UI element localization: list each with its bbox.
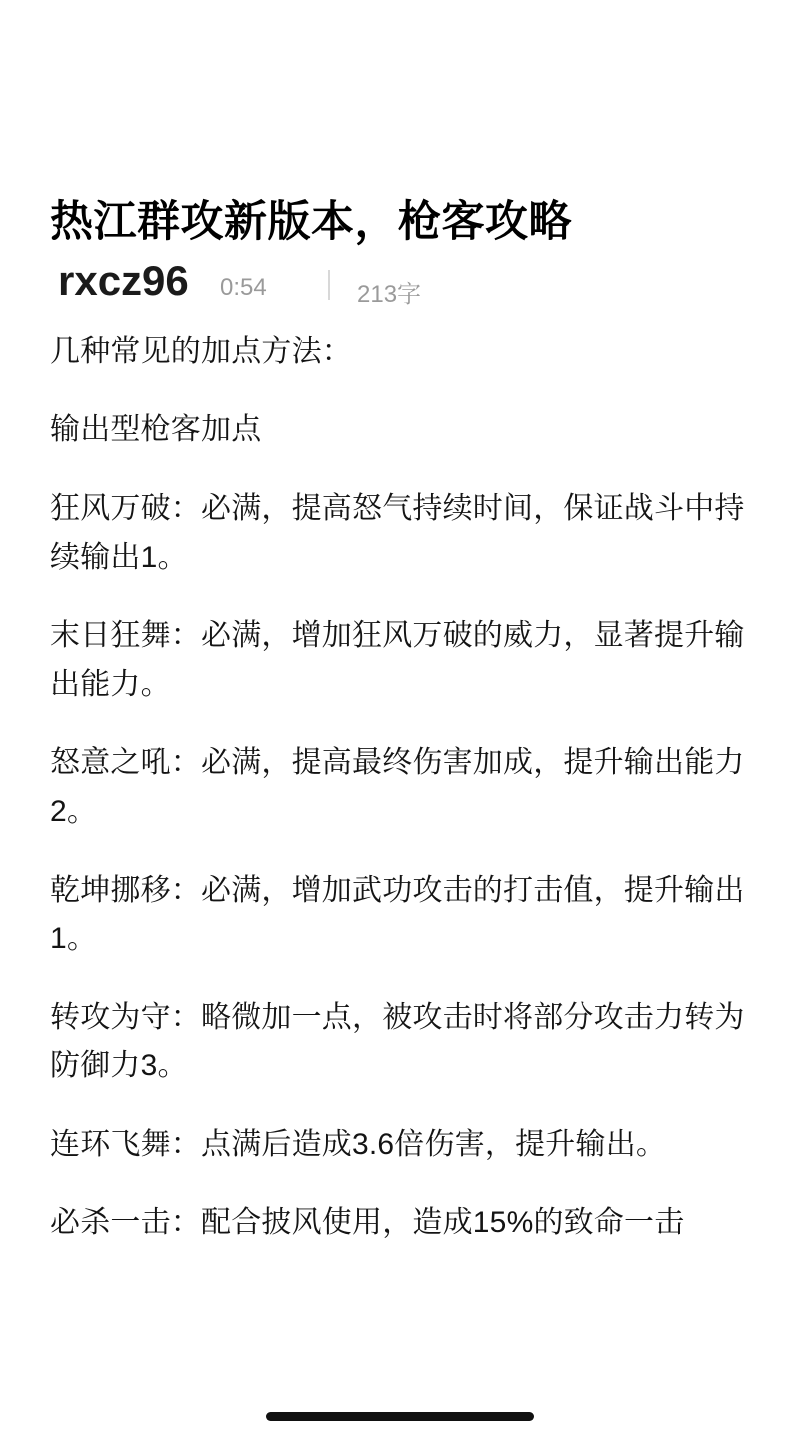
author-name: rxcz96 [58, 256, 193, 306]
article-content [50, 196, 760, 1278]
article-paragraph: 输出型枪客加点 [50, 413, 262, 447]
page-title: 热江群攻新版本，枪客攻略 [50, 198, 572, 246]
home-indicator[interactable] [266, 1412, 534, 1421]
article-paragraph: 连环飞舞：点满后造成3.6倍伤害，提升输出。 [50, 1127, 667, 1161]
article-paragraph: 几种常见的加点方法： [50, 334, 352, 368]
article-meta [50, 256, 760, 314]
publish-time: 0:54 [220, 273, 267, 301]
article-paragraph: 必杀一击：配合披风使用，造成15%的致命一击 [50, 1206, 685, 1240]
word-count: 213字 [357, 280, 422, 308]
article-paragraph: 末日狂舞：必满，增加狂风万破的威力，显著提升输出能力。 [50, 619, 745, 701]
article-paragraph: 转攻为守：略微加一点，被攻击时将部分攻击力转为防御力3。 [50, 1000, 745, 1083]
article-paragraph: 乾坤挪移：必满，增加武功攻击的打击值，提升输出1。 [50, 873, 745, 956]
article-paragraph: 狂风万破：必满，提高怒气持续时间，保证战斗中持续输出1。 [50, 491, 745, 574]
article-paragraph: 怒意之吼：必满，提高最终伤害加成，提升输出能力2。 [50, 746, 745, 828]
meta-divider [328, 270, 330, 300]
